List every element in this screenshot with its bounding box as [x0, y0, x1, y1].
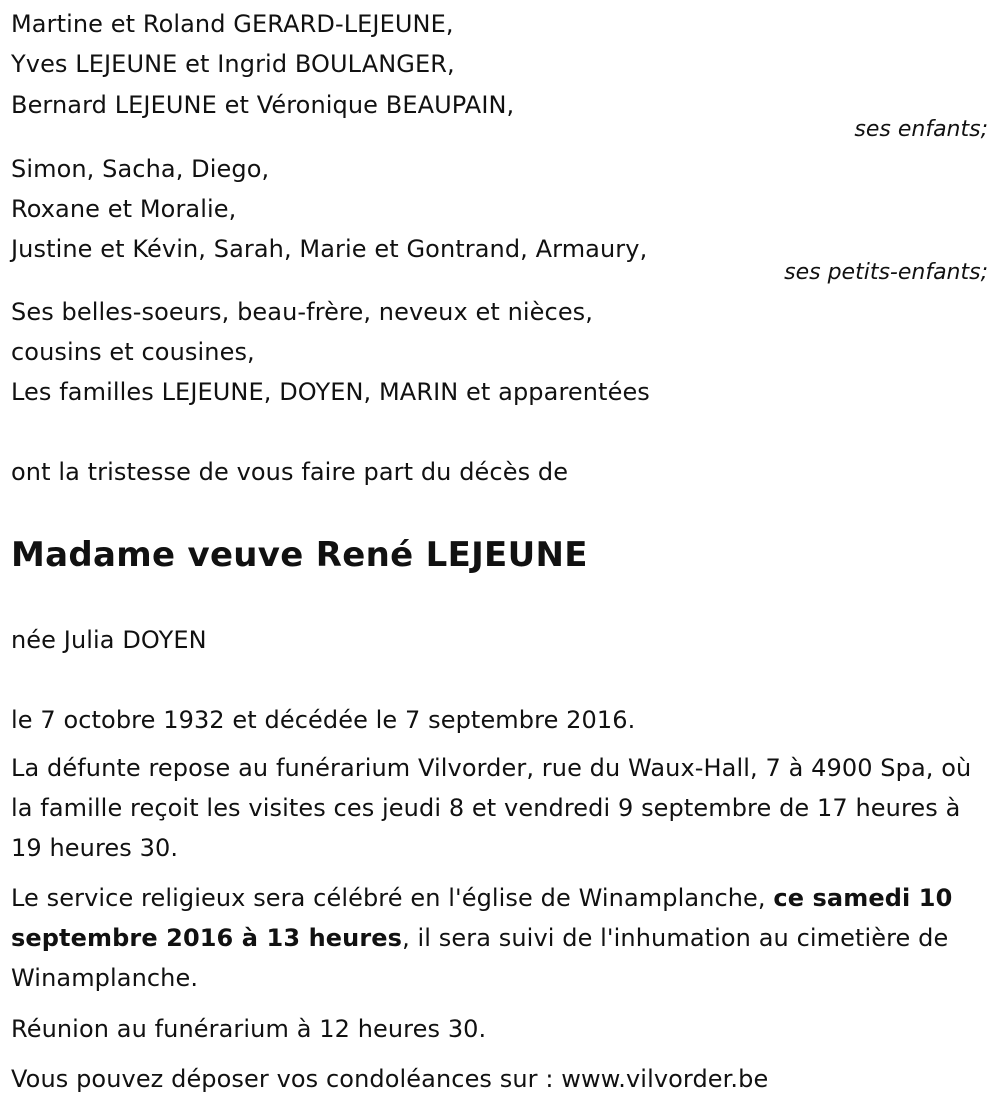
reunion-text: Réunion au funérarium à 12 heures 30.: [11, 1015, 487, 1043]
birth-death-dates: le 7 octobre 1932 et décédée le 7 septembre 2016.: [11, 706, 636, 734]
children-line-3: Bernard LEJEUNE et Véronique BEAUPAIN,: [11, 91, 515, 119]
service-date-emphasis: ce samedi 10 septembre 2016 à 13 heures: [11, 884, 953, 952]
announcement-text: ont la tristesse de vous faire part du décès de: [11, 458, 569, 486]
service-text-before: Le service religieux sera célébré en l'église de Winamplanche,: [11, 884, 774, 912]
service-paragraph: [11, 878, 991, 998]
grandchildren-line-1: Simon, Sacha, Diego,: [11, 155, 270, 183]
grandchildren-line-2: Roxane et Moralie,: [11, 195, 237, 223]
family-line-3: Les familles LEJEUNE, DOYEN, MARIN et apparentées: [11, 378, 650, 406]
maiden-name: née Julia DOYEN: [11, 626, 207, 654]
family-line-1: Ses belles-soeurs, beau-frère, neveux et nièces,: [11, 298, 594, 326]
children-line-2: Yves LEJEUNE et Ingrid BOULANGER,: [11, 50, 455, 78]
visitation-paragraph: La défunte repose au funérarium Vilvorder, rue du Waux-Hall, 7 à 4900 Spa, où la famille reçoit les visites ces jeudi 8 et vendredi 9 septembre de 17 heures à 19 heures 30.: [11, 754, 972, 862]
children-role-label: ses enfants;: [854, 117, 988, 142]
grandchildren-line-3: Justine et Kévin, Sarah, Marie et Gontrand, Armaury,: [11, 235, 648, 263]
deceased-name: Madame veuve René LEJEUNE: [11, 535, 588, 575]
children-line-1: Martine et Roland GERARD-LEJEUNE,: [11, 10, 454, 38]
condolences-text: Vous pouvez déposer vos condoléances sur : www.vilvorder.be: [11, 1065, 769, 1093]
service-text-after: , il sera suivi de l'inhumation au cimetière de Winamplanche.: [11, 924, 949, 992]
grandchildren-role-label: ses petits-enfants;: [784, 260, 988, 285]
family-line-2: cousins et cousines,: [11, 338, 255, 366]
